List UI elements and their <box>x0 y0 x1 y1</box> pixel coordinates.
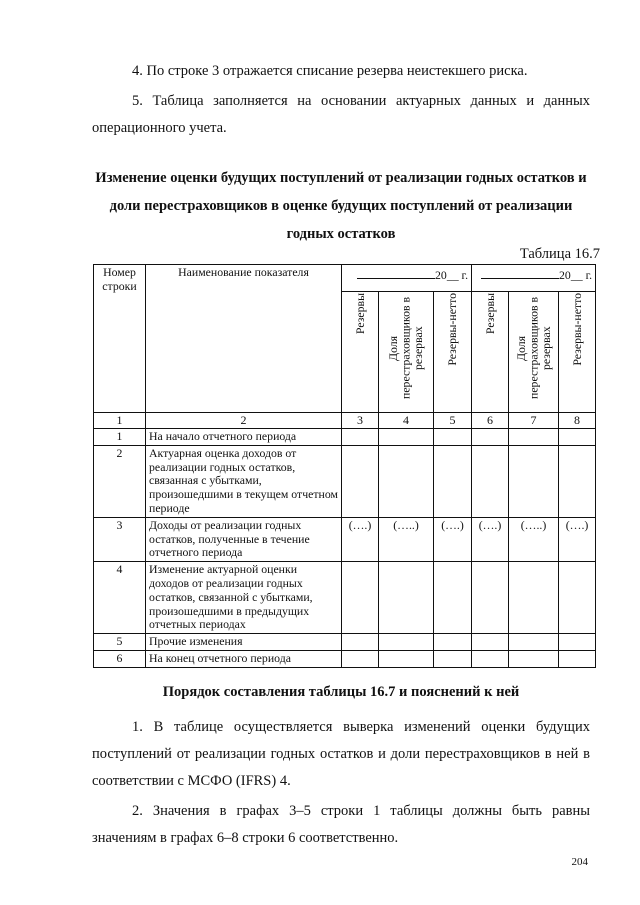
value-cell <box>472 445 509 517</box>
value-cell <box>509 634 559 651</box>
value-cell <box>472 650 509 667</box>
index-cell: 3 <box>342 413 379 429</box>
row-number: 6 <box>94 650 146 667</box>
table-row <box>94 445 596 517</box>
row-name: На начало отчетного периода <box>146 429 342 446</box>
value-cell <box>379 429 434 446</box>
value-cell <box>509 650 559 667</box>
row-number: 2 <box>94 445 146 517</box>
value-cell <box>472 429 509 446</box>
header-indicator-name: Наименование показателя <box>146 265 342 413</box>
procedure-paragraph-2: 2. Значения в графах 3–5 строки 1 таблицы должны быть равны значениям в графах 6–8 строки 6 соответственно. <box>92 803 590 846</box>
value-cell <box>434 650 472 667</box>
row-name: Изменение актуарной оценки доходов от реализации годных остатков, связанной с убытками, произошедшими в предыдущих отчетных периодах <box>146 562 342 634</box>
row-number: 3 <box>94 517 146 561</box>
value-cell <box>509 562 559 634</box>
header-column-5 <box>434 292 472 413</box>
row-name: Прочие изменения <box>146 634 342 651</box>
column-label: Доля перестраховщиков в резервах <box>386 296 426 400</box>
value-cell <box>342 445 379 517</box>
row-name: Доходы от реализации годных остатков, полученные в течение отчетного периода <box>146 517 342 561</box>
index-cell: 4 <box>379 413 434 429</box>
procedure-paragraph-1: 1. В таблице осуществляется выверка изменений оценки будущих поступлений от реализации годных остатков и доли перестраховщиков в ней в соответствии с МСФО (IFRS) 4. <box>92 719 590 789</box>
paragraph-item-4: 4. По строке 3 отражается списание резерва неистекшего риска. <box>132 63 528 79</box>
value-cell <box>379 634 434 651</box>
table-row <box>94 429 596 446</box>
header-year-1 <box>342 265 472 292</box>
value-cell <box>342 429 379 446</box>
page-number: 204 <box>571 856 588 868</box>
paragraph-item-5: 5. Таблица заполняется на основании актуарных данных и данных операционного учета. <box>92 93 590 136</box>
row-number: 1 <box>94 429 146 446</box>
column-label: Резервы-нетто <box>569 293 584 366</box>
header-column-6 <box>472 292 509 413</box>
index-cell: 7 <box>509 413 559 429</box>
value-cell: (….) <box>342 517 379 561</box>
year-1-label: 20__ г. <box>435 268 469 282</box>
value-cell <box>434 562 472 634</box>
value-cell <box>434 445 472 517</box>
value-cell: (…..) <box>509 517 559 561</box>
column-label: Резервы <box>352 293 367 335</box>
column-label: Доля перестраховщиков в резервах <box>513 296 553 400</box>
column-label: Резервы-нетто <box>445 293 460 366</box>
procedure-heading: Порядок составления таблицы 16.7 и пояснений к ней <box>162 684 520 700</box>
header-column-4 <box>379 292 434 413</box>
value-cell <box>379 445 434 517</box>
index-cell: 2 <box>146 413 342 429</box>
row-number: 4 <box>94 562 146 634</box>
value-cell <box>559 429 596 446</box>
value-cell <box>509 445 559 517</box>
row-name: Актуарная оценка доходов от реализации годных остатков, связанная с убытками, произошедшими в текущем отчетном периоде <box>146 445 342 517</box>
year-2-label: 20__ г. <box>559 268 593 282</box>
index-cell: 1 <box>94 413 146 429</box>
value-cell <box>379 650 434 667</box>
value-cell <box>434 634 472 651</box>
value-cell: (….) <box>559 517 596 561</box>
header-column-3 <box>342 292 379 413</box>
index-cell: 5 <box>434 413 472 429</box>
value-cell <box>559 562 596 634</box>
value-cell: (….) <box>434 517 472 561</box>
value-cell <box>559 650 596 667</box>
table-heading: Изменение оценки будущих поступлений от реализации годных остатков и доли перестраховщиков в оценке будущих поступлений от реализации годных остатков <box>95 170 587 242</box>
header-year-2 <box>472 265 596 292</box>
row-number: 5 <box>94 634 146 651</box>
data-table <box>93 264 596 668</box>
value-cell <box>509 429 559 446</box>
table-row <box>94 562 596 634</box>
year-blank-line <box>481 266 559 279</box>
table-row <box>94 634 596 651</box>
value-cell <box>379 562 434 634</box>
value-cell <box>472 634 509 651</box>
header-row-number: Номер строки <box>94 265 146 413</box>
index-cell: 6 <box>472 413 509 429</box>
value-cell: (….) <box>472 517 509 561</box>
value-cell <box>559 445 596 517</box>
row-name: На конец отчетного периода <box>146 650 342 667</box>
value-cell <box>342 562 379 634</box>
value-cell <box>472 562 509 634</box>
table-caption: Таблица 16.7 <box>519 246 600 262</box>
header-column-8 <box>559 292 596 413</box>
value-cell <box>559 634 596 651</box>
value-cell: (…..) <box>379 517 434 561</box>
column-index-row <box>94 413 596 429</box>
header-column-7 <box>509 292 559 413</box>
table-row <box>94 517 596 561</box>
value-cell <box>342 634 379 651</box>
value-cell <box>434 429 472 446</box>
year-blank-line <box>357 266 435 279</box>
value-cell <box>342 650 379 667</box>
index-cell: 8 <box>559 413 596 429</box>
table-row <box>94 650 596 667</box>
column-label: Резервы <box>482 293 497 335</box>
